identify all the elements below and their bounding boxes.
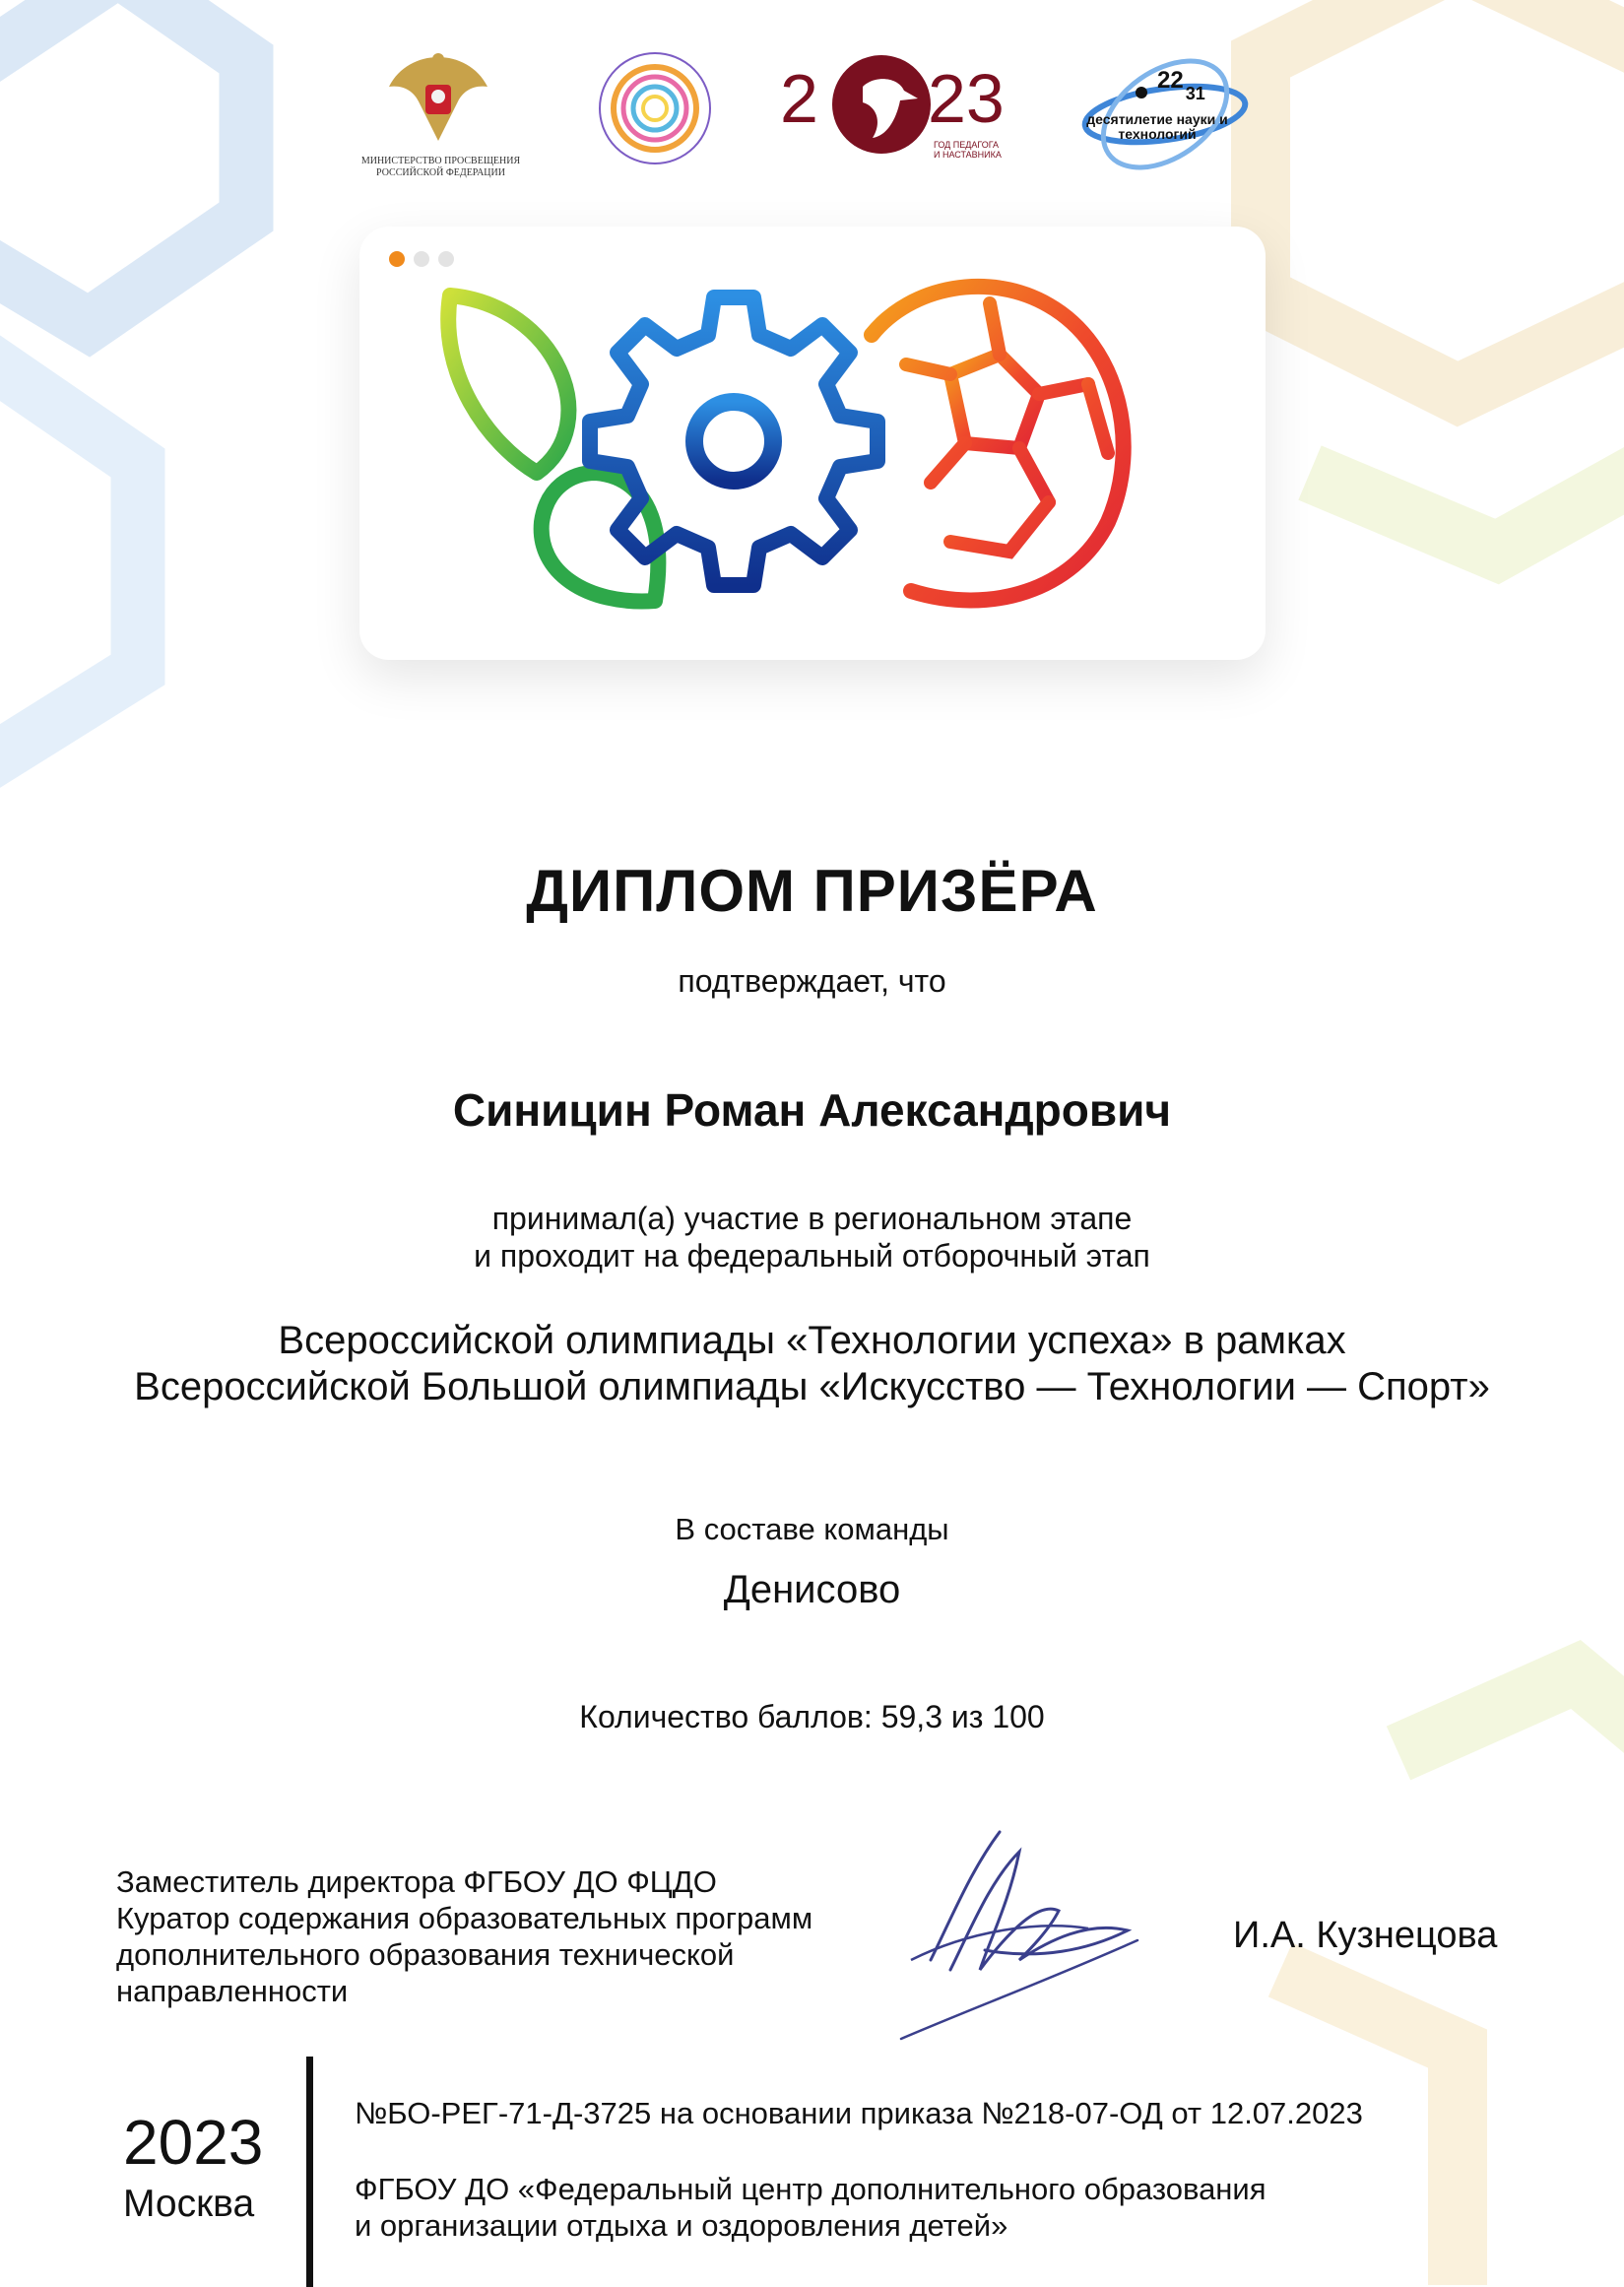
decade-years-bottom: 31 — [1185, 84, 1205, 103]
year-logo-caption: ГОД ПЕДАГОГА И НАСТАВНИКА — [934, 140, 1002, 160]
olympiad-text — [0, 1318, 1624, 1410]
handwritten-signature — [891, 1812, 1157, 2049]
ministry-label: МИНИСТЕРСТВО ПРОСВЕЩЕНИЯ РОССИЙСКОЙ ФЕДЕРАЦИИ — [360, 156, 521, 178]
coat-of-arms-icon — [379, 47, 497, 151]
signer-position-line-2: Куратор содержания образовательных программ — [116, 1901, 813, 1935]
recipient-name: Синицин Роман Александрович — [452, 1084, 1172, 1136]
team-name: Денисово — [723, 1568, 901, 1611]
footer-year: 2023 — [123, 2107, 264, 2178]
signer-position — [116, 1863, 904, 2009]
partner-logos — [355, 47, 1280, 185]
diploma-title: ДИПЛОМ ПРИЗЁРА — [526, 858, 1098, 924]
score-text: Количество баллов: 59,3 из 100 — [579, 1699, 1045, 1734]
emblem-card — [359, 227, 1266, 660]
organization-line-1: ФГБОУ ДО «Федеральный центр дополнительного образования — [355, 2172, 1267, 2206]
signer-position-line-1: Заместитель директора ФГБОУ ДО ФЦДО — [116, 1864, 717, 1899]
decade-caption: десятилетие науки и технологий — [1086, 111, 1228, 142]
signer-position-line-4: направленности — [116, 1974, 349, 2008]
olympiad-line-2: Всероссийской Большой олимпиады «Искусство — Технологии — Спорт» — [134, 1365, 1490, 1408]
rainbow-ring-logo — [591, 47, 719, 170]
leaf-gear-ball-emblem — [359, 227, 1266, 660]
document-number: №БО-РЕГ-71-Д-3725 на основании приказа №218-07-ОД от 12.07.2023 — [355, 2096, 1363, 2130]
signer-position-line-3: дополнительного образования технической — [116, 1937, 735, 1972]
footer-city: Москва — [123, 2183, 255, 2225]
confirms-text: подтверждает, что — [678, 963, 946, 999]
olympiad-line-1: Всероссийской олимпиады «Технологии успеха» в рамках — [278, 1319, 1346, 1362]
team-label: В составе команды — [675, 1512, 949, 1546]
signer-name: И.А. Кузнецова — [1233, 1915, 1498, 1956]
decade-years-top: 22 — [1157, 67, 1184, 94]
svg-text:23: 23 — [928, 60, 1005, 137]
decade-years — [1157, 67, 1205, 103]
organization-line-2: и организации отдыха и оздоровления детей» — [355, 2208, 1008, 2243]
svg-text:2: 2 — [780, 60, 818, 137]
participation-line-1: принимал(а) участие в региональном этапе — [491, 1201, 1133, 1236]
participation-line-2: и проходит на федеральный отборочный этап — [474, 1238, 1150, 1274]
footer-divider — [306, 2057, 313, 2287]
participation-text — [0, 1200, 1624, 1274]
organization-name — [355, 2171, 1267, 2244]
